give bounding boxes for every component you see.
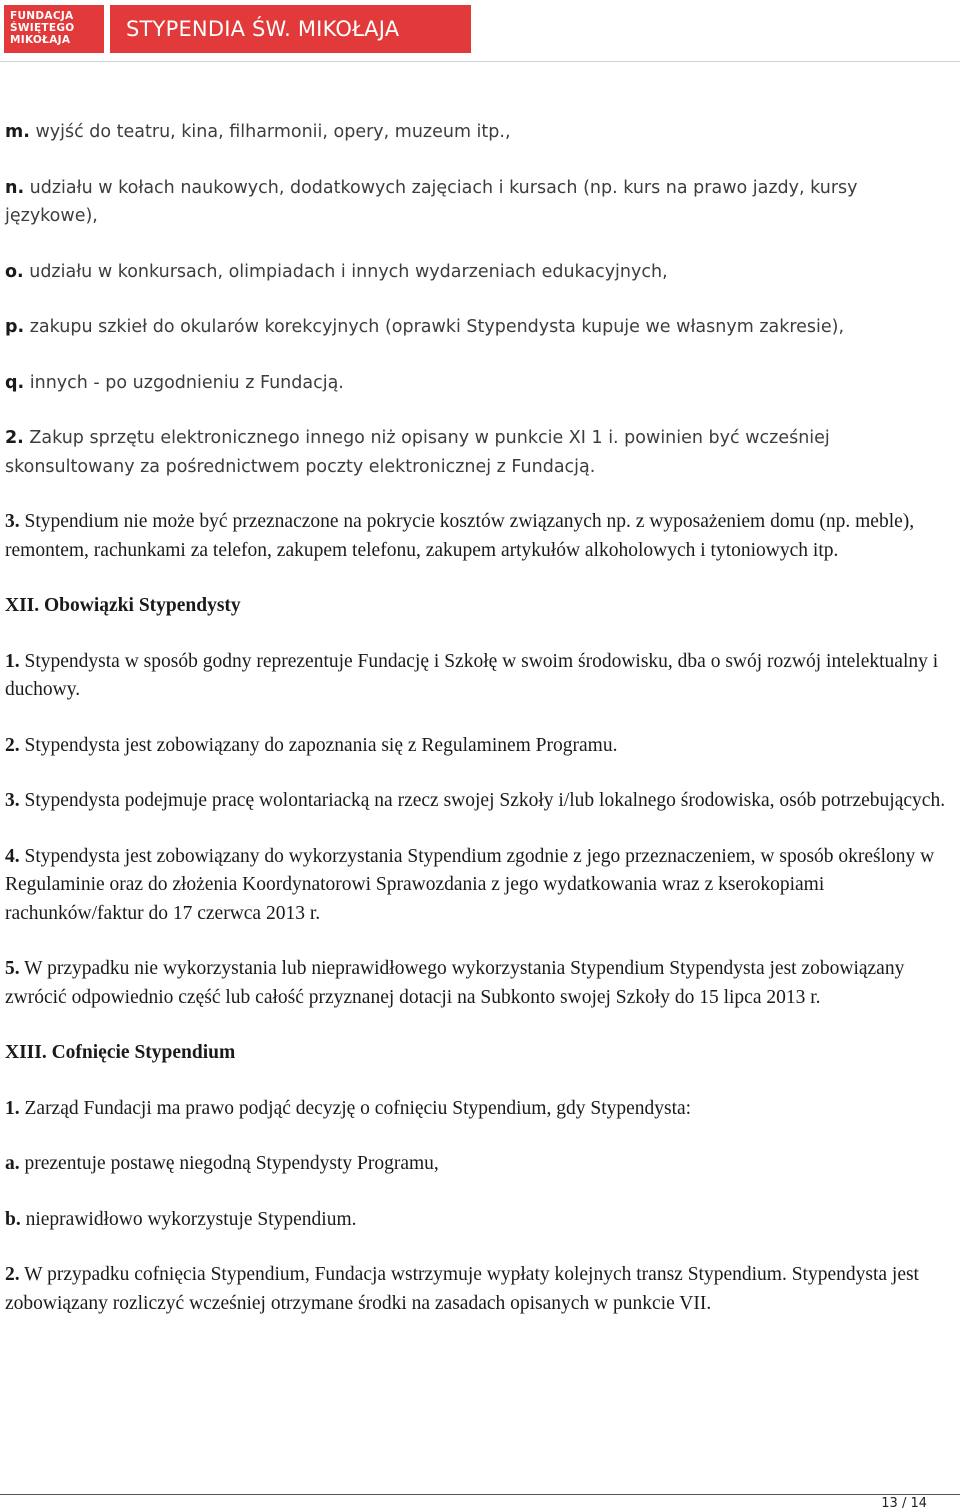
program-banner[interactable]: STYPENDIA ŚW. MIKOŁAJA — [110, 5, 471, 53]
logo-line-2: ŚWIĘTEGO — [10, 22, 75, 34]
section-xiii-item-2: 2. W przypadku cofnięcia Stypendium, Fundacja wstrzymuje wypłaty kolejnych transz Stypendium. Stypendysta jest zobowiązany rozliczyć wcześniej otrzymane środki na zasadach opisanych w punkcie VII. — [5, 1264, 919, 1314]
list-item-q: q. innych - po uzgodnieniu z Fundacją. — [5, 372, 344, 393]
list-item-n: n. udziału w kołach naukowych, dodatkowych zajęciach i kursach (np. kurs na prawo jazdy, kursy językowe), — [5, 177, 858, 226]
list-item-p: p. zakupu szkieł do okularów korekcyjnych (oprawki Stypendysta kupuje we własnym zakresie), — [5, 317, 845, 337]
section-xii-item-1: 1. Stypendysta w sposób godny reprezentuje Fundację i Szkołę w swoim środowisku, dba o swój rozwój intelektualny i duchowy. — [5, 650, 939, 700]
paragraph-2: 2. Zakup sprzętu elektronicznego innego niż opisany w punkcie XI 1 i. powinien być wcześniej skonsultowany za pośrednictwem poczty elektronicznej z Fundacją. — [5, 428, 830, 477]
section-xiii-item-a: a. prezentuje postawę niegodną Stypendysty Programu, — [5, 1153, 439, 1174]
list-item-o: o. udziału w konkursach, olimpiadach i innych wydarzeniach edukacyjnych, — [5, 261, 668, 282]
page-header — [0, 0, 960, 68]
foundation-logo[interactable] — [4, 5, 104, 53]
section-xii-item-3: 3. Stypendysta podejmuje pracę wolontariacką na rzecz swojej Szkoły i/lub lokalnego środowiska, osób potrzebujących. — [5, 790, 946, 811]
section-xii-item-4: 4. Stypendysta jest zobowiązany do wykorzystania Stypendium zgodnie z jego przeznaczeniem, w sposób określony w Regulaminie oraz do złożenia Koordynatorowi Sprawozdania z jego wydatkowania wraz z kserokopiami rachunków/faktur do 17 czerwca 2013 r. — [5, 845, 935, 924]
section-xii-item-2: 2. Stypendysta jest zobowiązany do zapoznania się z Regulaminem Programu. — [5, 734, 618, 756]
paragraph-3: 3. Stypendium nie może być przeznaczone na pokrycie kosztów związanych np. z wyposażeniem domu (np. meble), remontem, rachunkami za telefon, zakupem telefonu, zakupem artykułów alkoholowych i tytoniowych itp. — [5, 511, 915, 561]
logo-line-1: FUNDACJA — [10, 10, 74, 22]
section-xii-item-5: 5. W przypadku nie wykorzystania lub nieprawidłowego wykorzystania Stypendium Stypendysta jest zobowiązany zwrócić odpowiednio część lub całość przyznanej dotacji na Subkonto swojej Szkoły do 15 lipca 2013 r. — [5, 958, 905, 1008]
section-xiii-item-b: b. nieprawidłowo wykorzystuje Stypendium. — [5, 1208, 357, 1230]
section-heading-xiii: XIII. Cofnięcie Stypendium — [5, 1042, 236, 1063]
list-item-m: m. wyjść do teatru, kina, filharmonii, opery, muzeum itp., — [5, 122, 511, 142]
document-body — [5, 118, 950, 1345]
section-xiii-item-1: 1. Zarząd Fundacji ma prawo podjąć decyzję o cofnięciu Stypendium, gdy Stypendysta: — [5, 1097, 692, 1119]
footer-divider — [0, 1494, 960, 1495]
section-heading-xii: XII. Obowiązki Stypendysty — [5, 595, 241, 616]
header-divider — [0, 61, 960, 62]
logo-line-3: MIKOŁAJA — [10, 34, 71, 46]
page-number: 13 / 14 — [881, 1496, 927, 1511]
